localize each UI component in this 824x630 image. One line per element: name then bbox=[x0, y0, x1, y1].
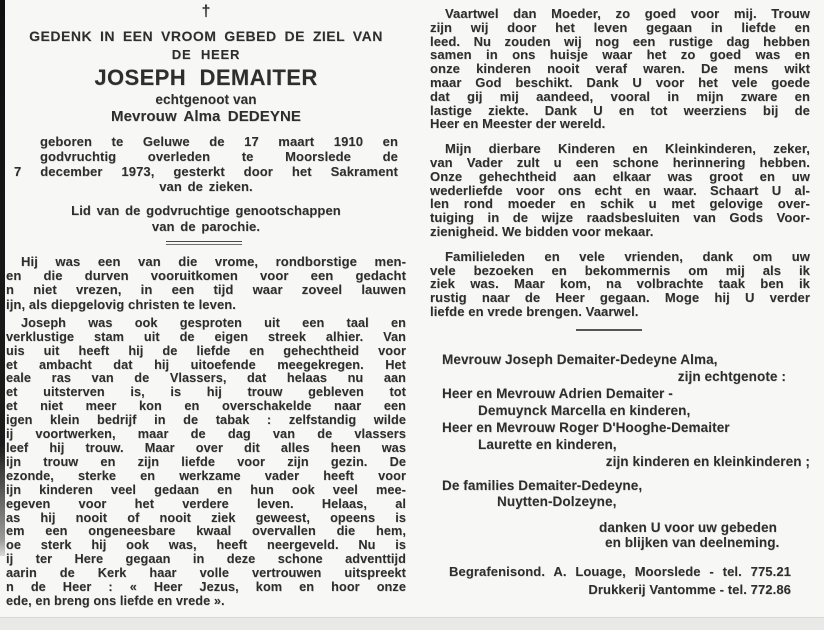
text-line: samen in ons huisje waar het zo goed was en bbox=[430, 47, 810, 63]
text-line: Heer en Mevrouw Adrien Demaiter - bbox=[442, 385, 673, 401]
scan-edge-artifact bbox=[0, 0, 5, 556]
farewell-to-children-paragraph bbox=[430, 142, 810, 239]
text-line: danken U voor uw gebeden bbox=[599, 519, 777, 535]
text-line: et uitsterven is, is hij trouw gebleven tot bbox=[6, 385, 406, 400]
text-line: ziek was. Maar kom, na volbrachte taak ben ik bbox=[430, 276, 810, 292]
deceased-name: JOSEPH DEMAITER bbox=[94, 65, 318, 90]
text-line: Begrafenisond. A. Louage, Moorslede - tel. 775.21 bbox=[449, 563, 791, 579]
text-line: uis uit heeft hij de liefde en gehechtheid voor bbox=[6, 343, 406, 358]
thanks-note bbox=[599, 520, 799, 550]
surviving-family-list bbox=[442, 351, 810, 470]
farewell-to-wife-paragraph bbox=[430, 7, 810, 131]
cross-icon: † bbox=[201, 3, 211, 20]
text-line: as hij nooit of nooit ziek geweest, opeens is bbox=[6, 510, 406, 525]
text-line: n niet vrezen, in een tijd waar zoveel lauwen bbox=[6, 282, 406, 298]
text-line: Onze gehechtheid aan elkaar was groot en uw bbox=[430, 168, 810, 184]
text-line: rustig naar de Heer gegaan. Moge hij U verder bbox=[430, 290, 810, 306]
text-line: ijn kinderen veel gedaan en hun ook veel mee- bbox=[6, 482, 406, 497]
text-line: Laurette en kinderen, bbox=[478, 436, 617, 452]
spouse-name: Mevrouw Alma DEDEYNE bbox=[111, 108, 301, 125]
text-line: leef hij trouw. Maar over dit alles heen was bbox=[6, 440, 406, 455]
section-divider bbox=[576, 329, 642, 331]
text-line: len rond moeder en schik u met gelovige over- bbox=[430, 196, 810, 212]
text-line: 7 december 1973, gesterkt door het Sakrament bbox=[14, 164, 398, 179]
text-line: Joseph was ook gesproten uit een taal en bbox=[21, 315, 406, 330]
text-line: Demuynck Marcella en kinderen, bbox=[478, 402, 691, 418]
text-line: Vaartwel dan Moeder, zo goed voor mij. Trouw bbox=[445, 6, 810, 21]
text-line: Mijn dierbare Kinderen en Kleinkinderen, zeker, bbox=[445, 141, 810, 157]
undertaker-printer-info bbox=[449, 563, 791, 599]
right-page bbox=[430, 0, 810, 599]
text-line: De families Demaiter-Dedeyne, bbox=[442, 477, 643, 493]
farewell-to-friends-paragraph bbox=[430, 250, 810, 319]
text-line: ijn trouw en zijn liefde voor zijn gezin. De bbox=[6, 454, 406, 469]
text-line: ij voortwerken, maar de dag van de vlassers bbox=[6, 427, 406, 442]
text-line: n de Heer : « Heer Jezus, kom en hoor onze bbox=[6, 580, 406, 595]
text-line: ijn, als diepgelovig christen te leven. bbox=[6, 296, 237, 312]
text-line: et ambacht dat hij uitoefende meegekregen. Het bbox=[6, 357, 406, 372]
text-line: Heer en Mevrouw Roger D'Hooghe-Demaiter bbox=[442, 419, 730, 435]
text-line: en blijken van deelneming. bbox=[605, 534, 780, 550]
text-line: lastige ziekte. Dank U en tot weerziens bij de bbox=[430, 102, 810, 118]
text-line: Lid van de godvruchtige genootschappen bbox=[71, 203, 341, 218]
text-line: verklustige stam uit de eigen streek alhier. Van bbox=[6, 329, 406, 344]
text-line: en die durven vooruitkomen voor een gedacht bbox=[6, 268, 406, 284]
text-line: ede, en breng ons liefde en vrede ». bbox=[6, 593, 225, 608]
text-line: Hij was een van die vrome, rondborstige men- bbox=[21, 254, 406, 269]
left-page bbox=[6, 0, 406, 609]
honorific: DE HEER bbox=[171, 47, 241, 62]
text-line: zienigheid. We bidden voor mekaar. bbox=[430, 223, 654, 239]
text-line: Nuytten-Dolzeyne, bbox=[497, 493, 617, 509]
text-line: aarin de Kerk haar volle vertrouwen uitspreekt bbox=[6, 566, 406, 581]
text-line: igen klein bedrijf in de tabak : zelfstandig wilde bbox=[6, 413, 406, 428]
text-line: tuiging in de wijze raadsbesluiten van Gods Voor- bbox=[430, 210, 810, 226]
prayer-heading: GEDENK IN EEN VROOM GEBED DE ZIEL VAN bbox=[29, 28, 383, 44]
scan-bottom-edge bbox=[0, 617, 824, 630]
text-line: onze kinderen nooit veraf waren. De mens wikt bbox=[430, 61, 810, 77]
text-line: dat gij mij aandeed, vooral in mijn zware en bbox=[430, 88, 810, 104]
text-line: egeven voor het verdere leven. Helaas, al bbox=[6, 496, 406, 511]
text-line: ezonde, sterke en werkzame vader heeft voor bbox=[6, 468, 406, 483]
text-line: maar God beschikt. Dank U voor het vele goede bbox=[430, 74, 810, 90]
text-line: zijn wij door het leven gegaan in liefde en bbox=[430, 19, 810, 35]
biography-paragraph-1 bbox=[6, 255, 406, 312]
text-line: Heer en Meester der wereld. bbox=[430, 116, 606, 132]
relation-label: echtgenoot van bbox=[155, 92, 257, 107]
text-line: van de zieken. bbox=[159, 179, 253, 194]
text-line: geboren te Geluwe de 17 maart 1910 en bbox=[40, 134, 398, 149]
text-line: em een ongeneesbare kwaal overvallen die hem, bbox=[6, 524, 406, 539]
text-line: Familieleden en vele vrienden, dank om uw bbox=[445, 248, 810, 264]
text-line: Drukkerij Vantomme - tel. 772.86 bbox=[588, 581, 791, 597]
membership-block bbox=[6, 203, 406, 234]
text-line: liefde en vrede brengen. Vaarwel. bbox=[430, 303, 639, 319]
text-line: leed. Nu zouden wij nog een rustige dag hebben bbox=[430, 33, 810, 49]
text-line: Mevrouw Joseph Demaiter-Dedeyne Alma, bbox=[442, 351, 718, 367]
text-line: godvruchtig overleden te Moorslede de bbox=[40, 149, 398, 164]
biography-paragraph-2 bbox=[6, 317, 406, 609]
text-line: ij ter Here gegaan in deze schone adventtijd bbox=[6, 552, 406, 567]
text-line: wederliefde voor ons echt en waar. Schaart U al- bbox=[430, 182, 810, 198]
text-line: van de parochie. bbox=[151, 218, 261, 234]
text-line: vele bezoeken en bekommernis om mij als ik bbox=[430, 262, 810, 278]
text-line: zijn kinderen en kleinkinderen ; bbox=[605, 453, 810, 469]
section-divider bbox=[166, 241, 242, 245]
birth-death-block bbox=[14, 134, 398, 194]
text-line: eale ras van de Vlassers, dat helaas nu aan bbox=[6, 371, 406, 386]
text-line: oe sterk hij ook was, heeft neergeveld. Nu is bbox=[6, 538, 406, 553]
text-line: zijn echtgenote : bbox=[677, 368, 786, 384]
text-line: van Vader zult u een schone herinnering hebben. bbox=[430, 154, 810, 170]
text-line: et niet meer kon en overschakelde naar een bbox=[6, 399, 406, 414]
related-families-list bbox=[442, 478, 810, 510]
